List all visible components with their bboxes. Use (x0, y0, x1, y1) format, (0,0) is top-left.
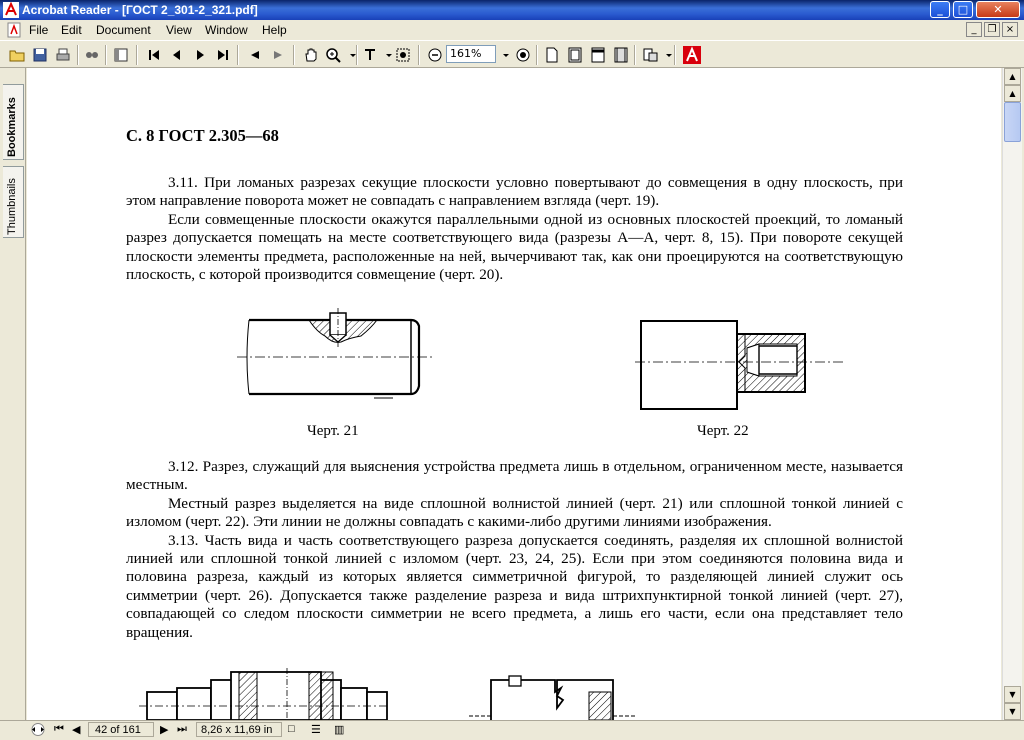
figure-21-caption: Черт. 21 (307, 423, 359, 439)
figure-22-caption: Черт. 22 (697, 423, 749, 439)
previous-page-icon[interactable] (168, 46, 186, 64)
snapshot-tool-icon[interactable] (394, 46, 412, 64)
toolbar (0, 40, 1024, 68)
document-icon (6, 22, 22, 38)
figure-23-partial-drawing (139, 668, 389, 720)
menu-file[interactable]: File (29, 23, 49, 37)
minimize-button[interactable]: _ (930, 1, 950, 18)
doc-close-button[interactable]: × (1002, 22, 1018, 37)
paragraph: Местный разрез выделяется на виде сплошной волнистой линией (черт. 21) или сплошной тонкой линией с изломом (черт. 22). Эти линии не должны совпадать с какими-либо другими линиями изображения. (126, 494, 903, 531)
page-number-text: 42 of 161 (95, 724, 141, 736)
pdf-page (27, 68, 1001, 720)
zoom-dropdown-icon[interactable] (497, 46, 507, 64)
last-page-icon[interactable] (214, 46, 232, 64)
doc-restore-button[interactable]: ❐ (984, 22, 1000, 37)
go-back-icon[interactable] (246, 46, 264, 64)
save-icon[interactable] (31, 46, 49, 64)
text-select-dropdown-icon[interactable] (380, 46, 388, 64)
tab-bookmarks[interactable] (3, 84, 24, 160)
tab-thumbnails[interactable] (3, 166, 24, 238)
status-last-page-icon[interactable]: ⏭ (177, 723, 187, 735)
single-page-layout-icon[interactable]: □ (288, 723, 295, 735)
menu-document[interactable]: Document (96, 23, 151, 37)
rotate-view-icon[interactable] (641, 46, 659, 64)
zoom-out-icon[interactable] (426, 46, 444, 64)
status-first-page-icon[interactable]: ⏮ (54, 723, 64, 735)
status-next-page-icon[interactable]: ▶ (160, 724, 169, 736)
acrobat-app-icon (3, 2, 19, 18)
page-heading: С. 8 ГОСТ 2.305—68 (126, 126, 279, 145)
paragraph: 3.12. Разрез, служащий для выяснения устройства предмета лишь в отдельном, ограниченном месте, называется местным. (126, 458, 903, 494)
menu-view[interactable]: View (166, 23, 192, 37)
navigation-panel (0, 68, 26, 720)
show-hide-navigation-icon[interactable] (112, 46, 130, 64)
text-select-tool-icon[interactable] (362, 46, 380, 64)
facing-layout-icon[interactable]: ▥ (334, 724, 345, 736)
menu-bar (0, 20, 1024, 40)
first-page-icon[interactable] (145, 46, 163, 64)
print-icon[interactable] (54, 46, 72, 64)
zoom-in-icon[interactable] (514, 46, 532, 64)
figure-22-drawing (635, 316, 845, 416)
title-bar (0, 0, 1024, 20)
tab-bookmarks-label: Bookmarks (6, 97, 18, 157)
actual-size-icon[interactable] (543, 46, 561, 64)
fit-page-icon[interactable] (566, 46, 584, 64)
menu-help[interactable]: Help (262, 23, 287, 37)
tab-thumbnails-label: Thumbnails (6, 178, 18, 235)
fit-width-icon[interactable] (589, 46, 607, 64)
find-icon[interactable] (83, 46, 101, 64)
rotate-dropdown-icon[interactable] (660, 46, 668, 64)
document-view[interactable] (27, 68, 1001, 720)
open-icon[interactable] (8, 46, 26, 64)
hand-tool-icon[interactable] (302, 46, 320, 64)
doc-minimize-button[interactable]: _ (966, 22, 982, 37)
maximize-button[interactable]: □ (953, 1, 973, 18)
scroll-up-page-button[interactable]: ▲ (1004, 85, 1021, 102)
close-button[interactable]: ✕ (976, 1, 1020, 18)
paragraph: Если совмещенные плоскости окажутся параллельными одной из основных плоскостей проекций, то ломаный разрез допускается помещать на месте соответствующего вида (разрезы А—А, черт. 8, 15). При повороте секущей плоскости элементы предмета, расположенные на ней, вычерчивают так, как они проецируются на соответствующую плоскость, с которой производится совмещение (черт. 20). (126, 210, 903, 284)
page-number-field[interactable] (88, 722, 154, 737)
fit-visible-icon[interactable] (612, 46, 630, 64)
go-forward-icon[interactable] (269, 46, 287, 64)
zoom-tool-dropdown-icon[interactable] (344, 46, 352, 64)
figure-21-drawing (237, 308, 437, 403)
scroll-down-page-button[interactable]: ▼ (1004, 686, 1021, 703)
next-page-icon[interactable] (191, 46, 209, 64)
paragraph-block-1 (126, 174, 903, 284)
scroll-left-right-icon[interactable] (28, 722, 48, 737)
scroll-up-button[interactable]: ▲ (1004, 68, 1021, 85)
menu-window[interactable]: Window (205, 23, 248, 37)
figure-24-partial-drawing (465, 672, 640, 720)
paragraph-block-2 (126, 458, 903, 642)
zoom-tool-icon[interactable] (324, 46, 342, 64)
adobe-logo-icon[interactable] (683, 46, 701, 64)
page-size-field (196, 722, 282, 737)
scroll-thumb[interactable] (1004, 102, 1021, 142)
status-previous-page-icon[interactable]: ◀ (72, 724, 81, 736)
window-title: Acrobat Reader - [ГОСТ 2_301-2_321.pdf] (22, 3, 258, 17)
page-size-text: 8,26 x 11,69 in (201, 724, 273, 736)
zoom-level-field[interactable]: 161% (446, 45, 496, 63)
paragraph: 3.11. При ломаных разрезах секущие плоскости условно повертывают до совмещения в одну плоскость, при этом направление поворота может не совпадать с направлением взгляда (черт. 19). (126, 174, 903, 210)
vertical-scrollbar[interactable] (1002, 68, 1022, 720)
continuous-layout-icon[interactable]: ☰ (311, 724, 321, 736)
menu-edit[interactable]: Edit (61, 23, 82, 37)
paragraph: 3.13. Часть вида и часть соответствующего разреза допускается соединять, разделяя их сплошной волнистой линией или сплошной тонкой линией с изломом (черт. 23, 24, 25). Если при этом соединяются половина вида и половина разреза, каждый из которых является симметричной фигурой, то разделяющей линией служит ось симметрии (черт. 26). Допускается также разделение разреза и вида штрихпунктирной тонкой линией (черт. 27), совпадающей со следом плоскости симметрии не всего предмета, а лишь его части, если она представляет тело вращения. (126, 531, 903, 641)
status-bar (0, 720, 1024, 738)
scroll-down-button[interactable]: ▼ (1004, 703, 1021, 720)
